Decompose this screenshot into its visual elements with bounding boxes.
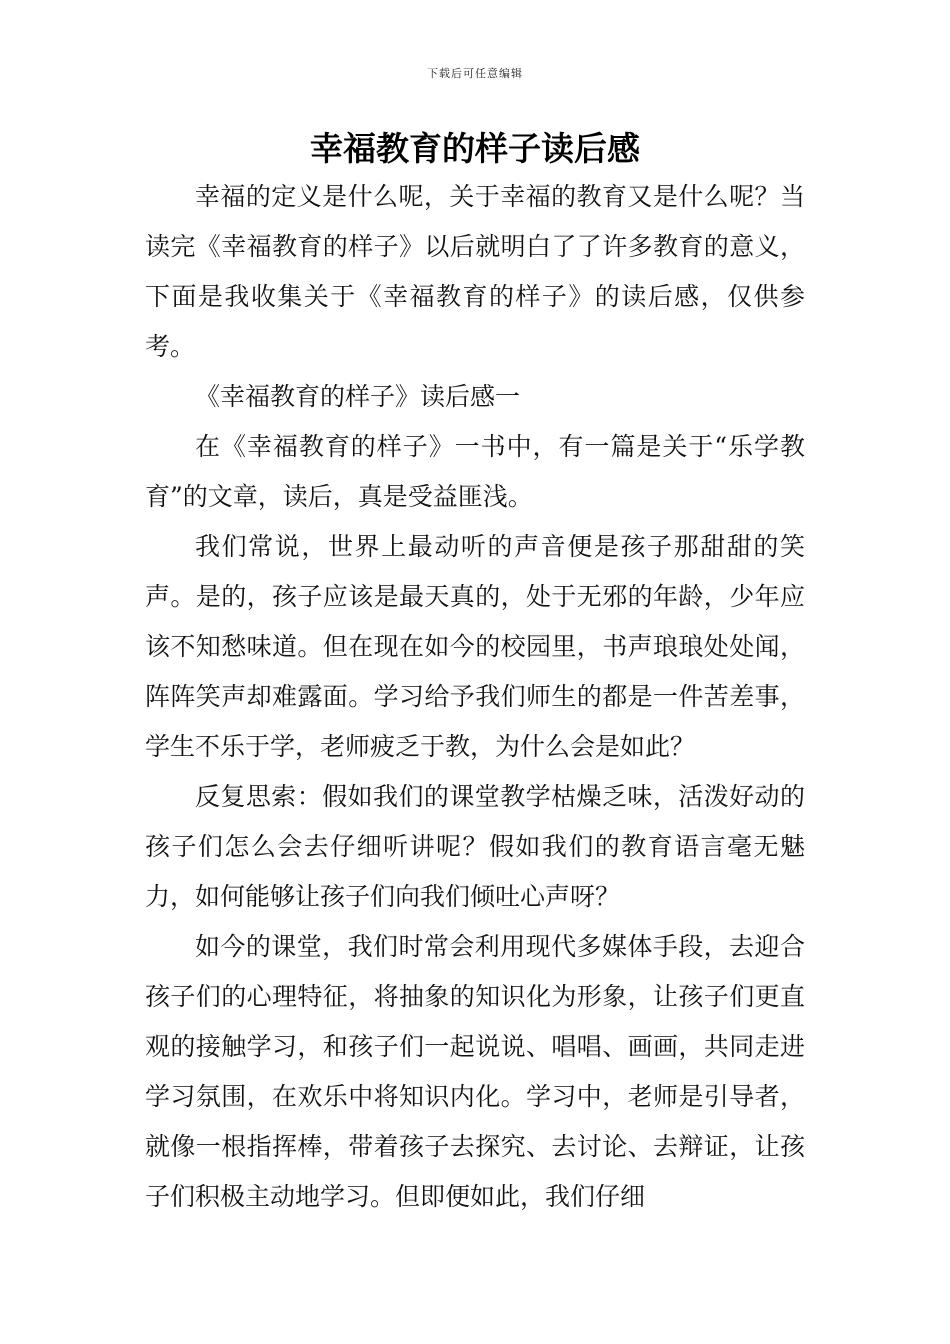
- section-heading: 《幸福教育的样子》读后感一: [195, 382, 521, 411]
- document-title: 幸福教育的样子读后感: [310, 129, 640, 168]
- paragraph: 在《幸福教育的样子》一书中，有一篇是关于“乐学教育”的文章，读后，真是受益匪浅。: [145, 432, 805, 511]
- paragraph: 我们常说，世界上最动听的声音便是孩子那甜甜的笑声。是的，孩子应该是最天真的，处于无邪的年龄，少年应该不知愁味道。但在现在如今的校园里，书声琅琅处处闻，阵阵笑声却难露面。学习给予我们师生的都是一件苦差事，学生不乐于学，老师疲乏于教，为什么会是如此？: [145, 532, 805, 761]
- paragraph: 如今的课堂，我们时常会利用现代多媒体手段，去迎合孩子们的心理特征，将抽象的知识化为形象，让孩子们更直观的接触学习，和孩子们一起说说、唱唱、画画，共同走进学习氛围，在欢乐中将知识内化。学习中，老师是引导者，就像一根指挥棒，带着孩子去探究、去讨论、去辩证，让孩子们积极主动地学习。但即便如此，我们仔细: [145, 932, 805, 1211]
- paragraph: 反复思索：假如我们的课堂教学枯燥乏味，活泼好动的孩子们怎么会去仔细听讲呢？假如我们的教育语言毫无魅力，如何能够让孩子们向我们倾吐心声呀？: [145, 782, 805, 911]
- header-note: 下载后可任意编辑: [427, 67, 523, 80]
- document-body: [145, 172, 805, 1222]
- paragraph-intro: 幸福的定义是什么呢，关于幸福的教育又是什么呢？当读完《幸福教育的样子》以后就明白了了许多教育的意义，下面是我收集关于《幸福教育的样子》的读后感，仅供参考。: [145, 182, 805, 361]
